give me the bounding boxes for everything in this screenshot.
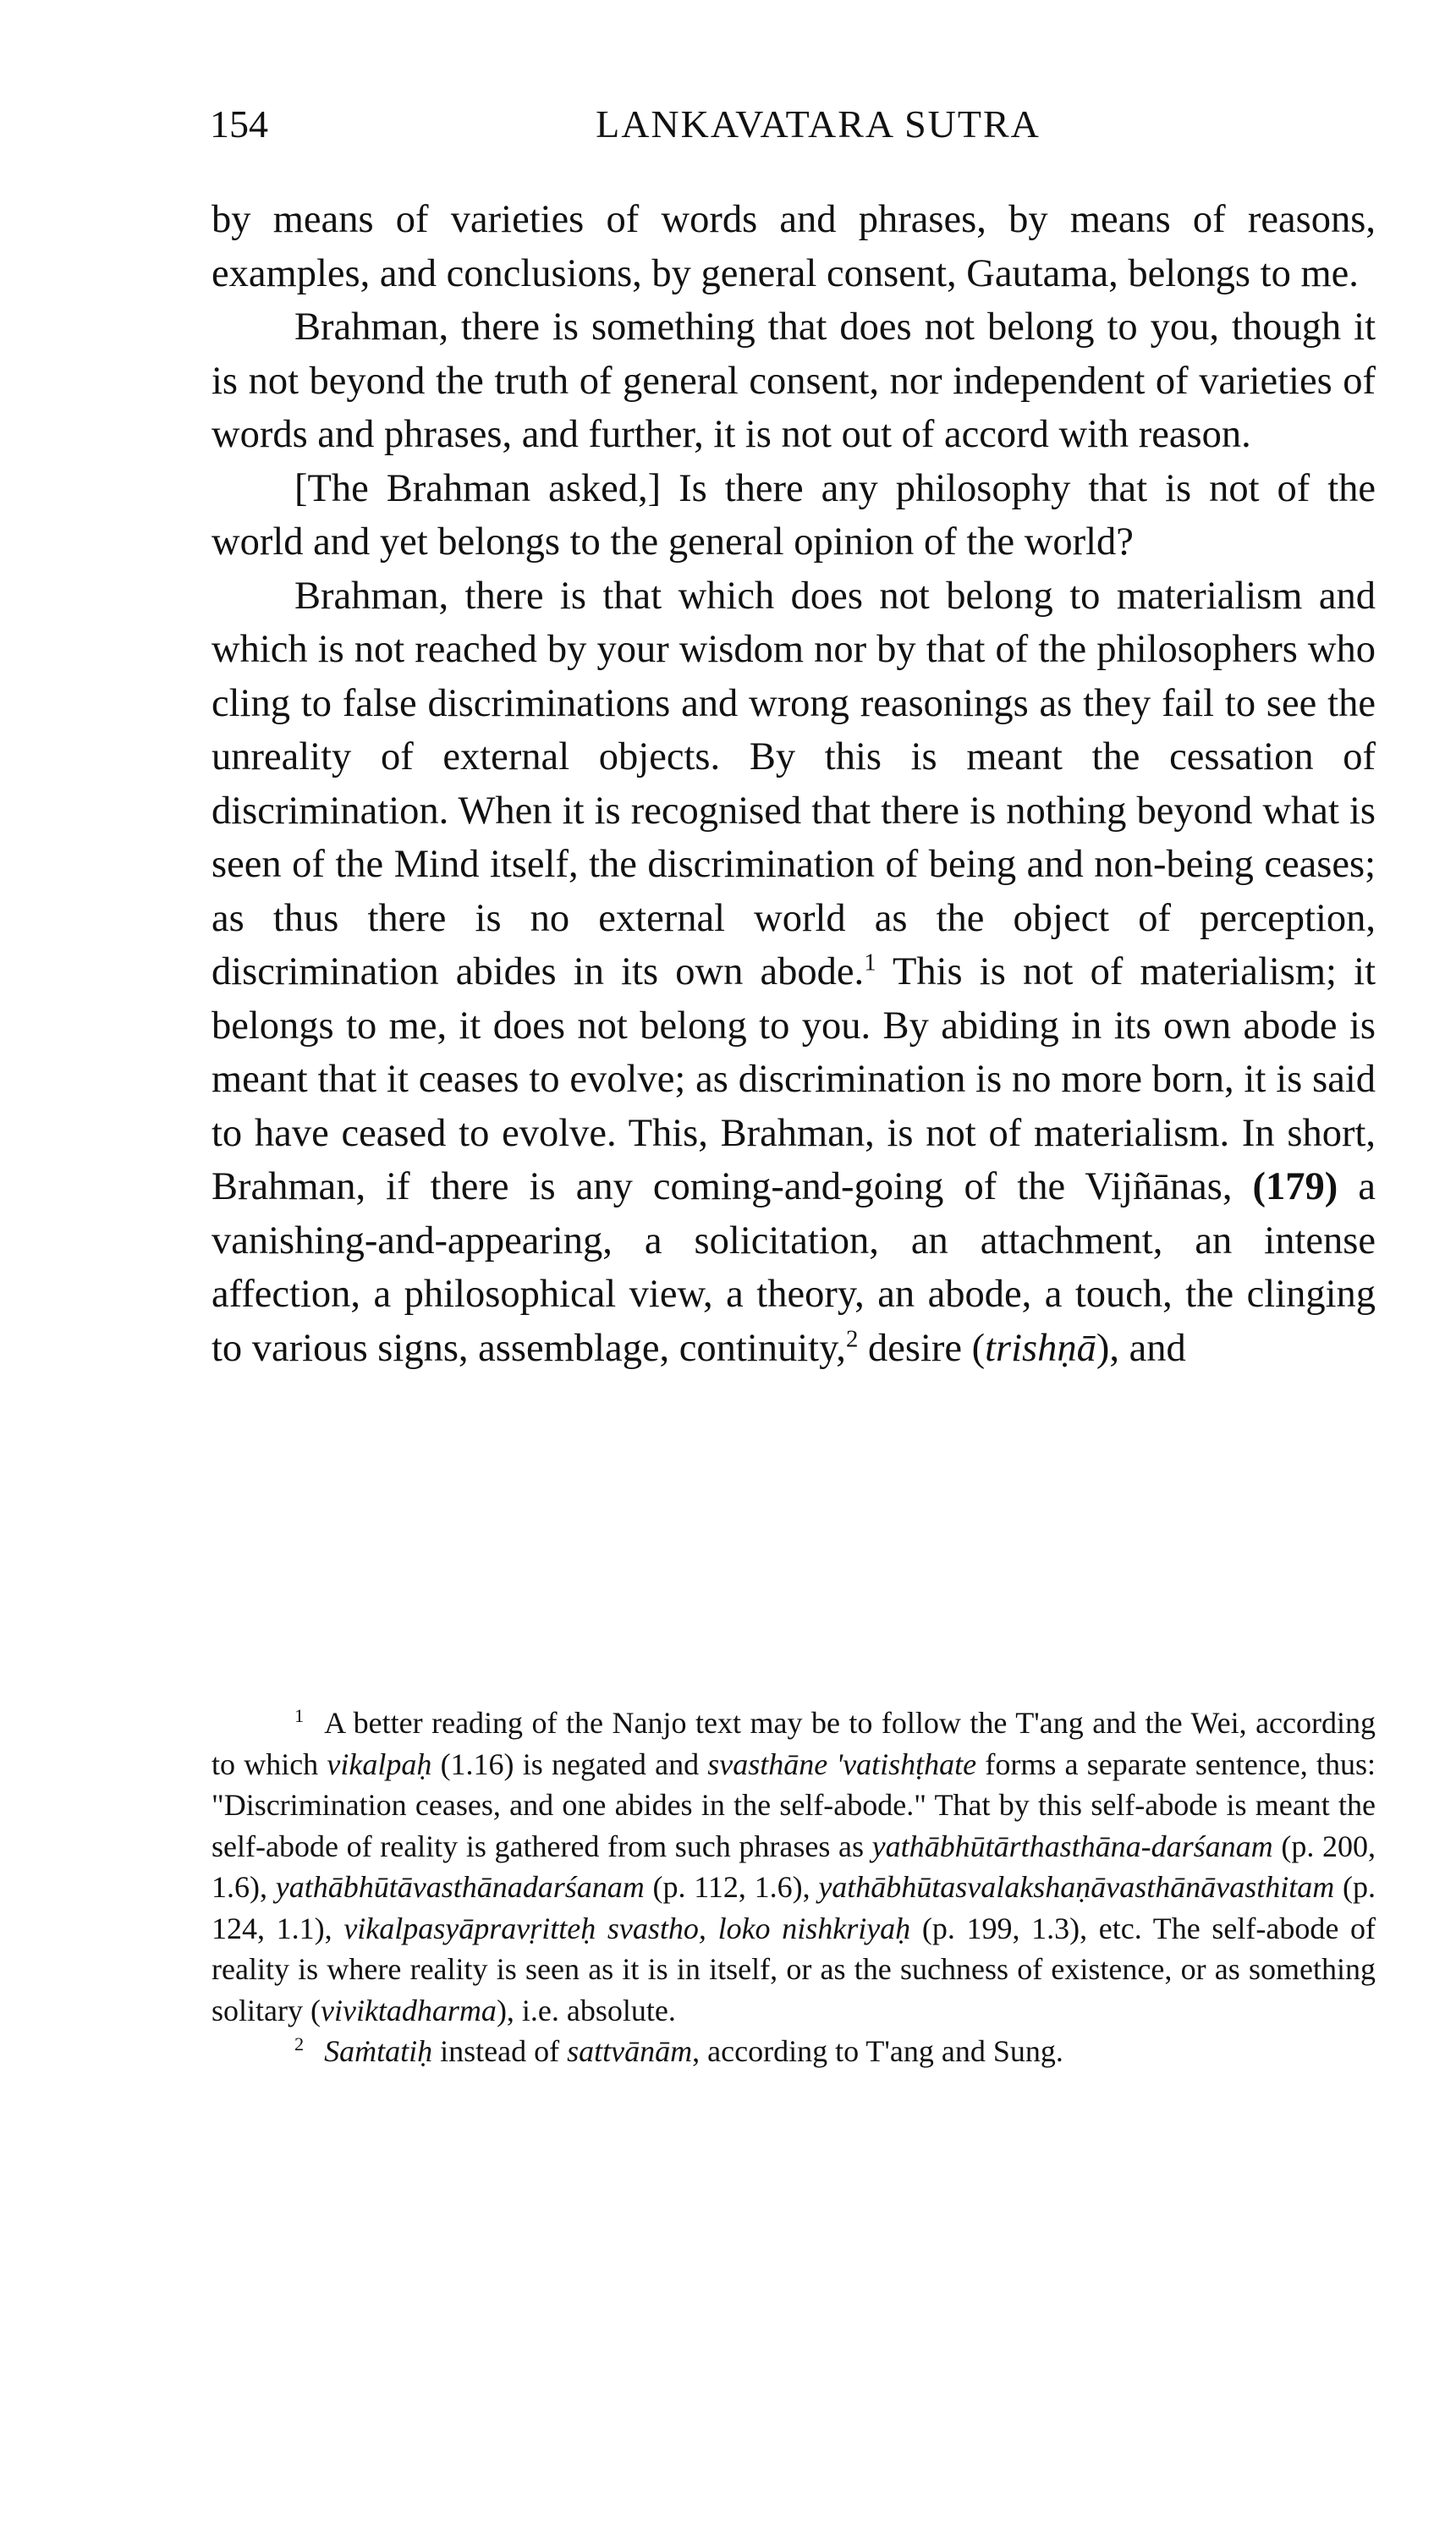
footnote-ref-1: 1 [864,949,876,976]
footnote-1-mark: 1 [294,1705,305,1726]
footnote-1-text: (p. 199, 1.3), etc. The self-abode of reality is where reality is seen as it is in itself, or as the suchness of existence, or as something solitary ( [212,1911,1376,2027]
paragraph-4-part-e: ), and [1096,1326,1186,1370]
footnote-2-mark: 2 [294,2033,305,2055]
footnote-1-italic: viviktadharma [320,1993,497,2027]
paragraph-2: Brahman, there is something that does not belong to you, though it is not beyond the truth of general consent, nor independent of varieties of words and phrases, and further, it is not out of accord with reason. [212,305,1376,456]
main-text [212,193,1376,1375]
footnote-1-text: (p. 124, 1.1), [212,1870,1376,1945]
footnote-1-text: ), i.e. absolute. [496,1993,676,2027]
footnote-1-italic: yathābhūtārthasthāna-darśanam [871,1829,1273,1863]
paragraph-4-part-b: This is not of materialism; it belongs to me, it does not belong to you. By abiding in its own abode is meant that it ceases to evolve; as discrimination is no more born, it is said to have ceased to evolve. This, Brahman, is not of materialism. In short, Brahman, if there is any coming-and-going of the Vijñānas, [212,950,1376,1208]
footnote-1-italic: vikalpaḥ [327,1747,432,1781]
footnote-1-italic: yathābhūtasvalakshaṇāvasthānāvasthitam [818,1870,1335,1904]
footnote-1-italic: svasthāne 'vatishṭhate [707,1747,977,1781]
footnote-1-text: (1.16) is negated and [431,1747,708,1781]
footnote-2-text: , according to T'ang and Sung. [692,2034,1063,2068]
footnote-1-italic: yathābhūtāvasthānadarśanam [275,1870,645,1904]
footnote-1 [212,1703,1376,2031]
running-title: LANKAVATARA SUTRA [596,102,1041,146]
sanskrit-term: trishṇā [985,1326,1096,1370]
footnote-ref-2: 2 [845,1325,859,1352]
paragraph-4-part-a: Brahman, there is that which does not belong to materialism and which is not reached by your wisdom nor by that of the philosophers who cling to false discriminations and wrong reasonings as they fail to see the unreality of external objects. By this is meant the cessation of discrimination. When it is recognised that there is nothing beyond what is seen of the Mind itself, the discrimination of being and non-being ceases; as thus there is no external world as the object of perception, discrimination abides in its own abode. [212,574,1376,993]
footnote-1-text: (p. 200, 1.6), [212,1829,1376,1904]
footnote-1-italic: vikalpasyāpravṛitteḥ svastho, loko nishkriyaḥ [343,1911,911,1945]
footnotes [212,1703,1376,2072]
footnote-2-text: instead of [432,2034,568,2068]
paragraph-3: [The Brahman asked,] Is there any philosophy that is not of the world and yet belongs to the general opinion of the world? [212,466,1376,564]
footnote-1-text: A better reading of the Nanjo text may be to follow the T'ang and the Wei, according to which [212,1706,1376,1781]
footnote-2 [212,2031,1376,2072]
paragraph-4-part-c: a vanishing-and-appearing, a solicitation, an attachment, an intense affection, a philosophical view, a theory, an abode, a touch, the clinging to various signs, assemblage, continuity, [212,1165,1376,1370]
paragraph-4-part-d: desire ( [858,1326,986,1370]
footnote-1-text: (p. 112, 1.6), [644,1870,819,1904]
footnote-1-text: forms a separate sentence, thus: "Discrimination ceases, and one abides in the self-abode." That by this self-abode is meant the self-abode of reality is gathered from such phrases as [212,1747,1376,1863]
page-header [210,95,1376,154]
original-page-reference: (179) [1252,1165,1338,1208]
page-number: 154 [210,102,268,146]
paragraph-4 [212,569,1376,1376]
paragraph-1: by means of varieties of words and phrases, by means of reasons, examples, and conclusions, by general consent, Gautama, belongs to me. [212,198,1376,295]
footnote-2-italic: sattvānām [567,2034,693,2068]
footnote-2-italic: Saṁtatiḥ [324,2034,433,2068]
